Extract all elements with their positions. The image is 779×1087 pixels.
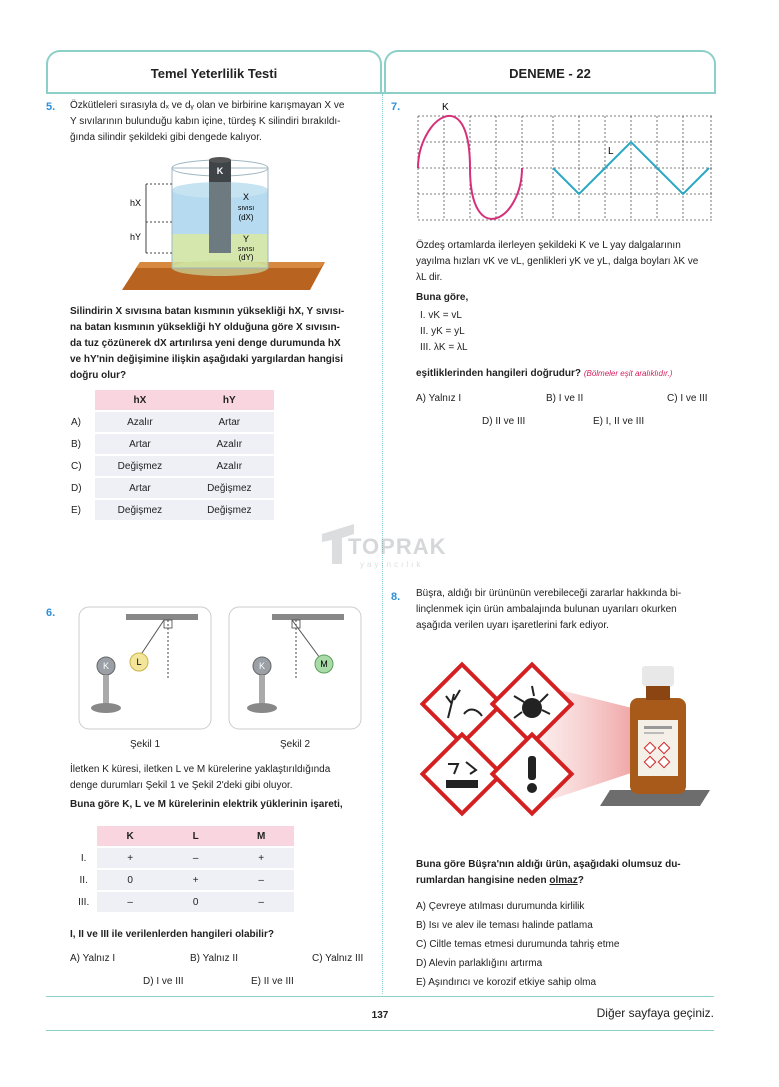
q6-cell-m: – [228, 892, 294, 912]
q5-option-a[interactable] [70, 412, 274, 432]
q7-buna-gore: Buna göre, [416, 292, 469, 303]
q7-statement: I. vK = vL [420, 310, 462, 321]
q8-text [416, 586, 716, 634]
q6-question: Buna göre K, L ve M kürelerinin elektrik yüklerinin işareti, [70, 799, 343, 810]
q5-header-hy: hY [185, 390, 274, 410]
q5-cylinder-figure [110, 150, 350, 290]
q6-row-3 [70, 892, 294, 912]
q6-text [70, 762, 375, 794]
q6-option-c[interactable]: C) Yalnız III [312, 953, 364, 964]
q5-cell-hx: Artar [95, 478, 184, 498]
q5-intro-line: Özkütleleri sırasıyla dₓ ve dᵧ olan ve birbirine karışmayan X ve [70, 100, 345, 111]
q6-option-a[interactable]: A) Yalnız I [70, 953, 116, 964]
q5-cell-hx: Azalır [95, 412, 184, 432]
q7-text [416, 238, 716, 286]
q8-option-e[interactable]: E) Aşındırıcı ve korozif etkiye sahip olma [416, 977, 597, 988]
q5-question [70, 304, 375, 384]
q5-cell-hy: Artar [185, 412, 274, 432]
q6-row-label: I. [80, 852, 87, 864]
q6-figure-1 [78, 606, 212, 730]
q8-question-end: ? [577, 875, 584, 886]
q6-row-2 [70, 870, 294, 890]
q5-cell-hx: Artar [95, 434, 184, 454]
q8-question-line: Buna göre Büşra'nın aldığı ürün, aşağıdaki olumsuz du- [416, 859, 681, 870]
header-right-title: DENEME - 22 [509, 66, 591, 81]
q5-question-line: ve hY'nin değişimine ilişkin aşağıdaki yargılardan hangisi [70, 354, 344, 365]
q6-cell-k: + [97, 848, 163, 868]
q7-text-line: Özdeş ortamlarda ilerleyen şekildeki K ve L yay dalgalarının [416, 240, 681, 251]
q6-header-l: L [163, 826, 228, 846]
q7-statement: III. λK = λL [420, 342, 468, 353]
q7-statement: II. yK = yL [420, 326, 465, 337]
q7-option-b[interactable]: B) I ve II [546, 393, 584, 404]
logo-name: TOPRAK [348, 534, 447, 559]
page-number: 137 [371, 1010, 389, 1021]
q6-cell-k: – [97, 892, 163, 912]
q6-fig2-m: M [320, 659, 328, 669]
q6-cell-k: 0 [97, 870, 163, 890]
q6-header-m: M [228, 826, 294, 846]
q6-charge-table [70, 824, 294, 914]
footer-divider-top [46, 996, 714, 997]
q5-cell-hy: Değişmez [185, 478, 274, 498]
q6-header-k: K [97, 826, 163, 846]
q8-question-line: rumlardan hangisine neden [416, 875, 547, 886]
q6-option-b[interactable]: B) Yalnız II [190, 953, 238, 964]
q7-question-line [416, 366, 726, 382]
q5-option-label: D) [71, 482, 82, 494]
q5-fig-y-name: Y [242, 234, 250, 244]
q5-fig-y-d: (dY) [238, 253, 254, 262]
q7-text-line: λL dir. [416, 272, 443, 283]
q5-cell-hy: Azalır [185, 456, 274, 476]
q5-number: 5. [46, 101, 56, 113]
q5-fig-x-name: X [242, 192, 250, 202]
q5-intro-line: ğında silindir şekildeki gibi dengede kalıyor. [70, 132, 262, 143]
publisher-logo [318, 520, 448, 580]
q8-option-c[interactable]: C) Ciltle temas etmesi durumunda tahriş etme [416, 939, 620, 950]
q5-question-line: da tuz çözünerek dX artırılırsa yeni denge durumunda hX [70, 338, 341, 349]
q5-cell-hy: Değişmez [185, 500, 274, 520]
header-divider [46, 92, 714, 94]
q6-text-line: İletken K küresi, iletken L ve M kürelerine yaklaştırıldığında [70, 764, 331, 775]
footer-divider-bottom [46, 1030, 714, 1031]
next-page-note: Diğer sayfaya geçiniz. [596, 1006, 714, 1020]
q8-question-emph: olmaz [549, 875, 578, 886]
q7-number: 7. [391, 101, 401, 113]
q8-text-line: aşağıda verilen uyarı işaretlerini fark ediyor. [416, 620, 609, 631]
q5-cell-hx: Değişmez [95, 456, 184, 476]
q8-text-line: Büşra, aldığı bir ürününün verebileceği zararlar hakkında bi- [416, 588, 682, 599]
q8-question [416, 857, 716, 889]
q5-option-b[interactable] [70, 434, 274, 454]
q6-fig2-k: K [258, 661, 266, 671]
q8-option-b[interactable]: B) Isı ve alev ile teması halinde patlama [416, 920, 593, 931]
q5-options-table [70, 388, 274, 522]
q7-wave-l-label: L [608, 146, 614, 157]
q6-fig1-k: K [102, 661, 110, 671]
q6-row-label: III. [78, 896, 90, 908]
q6-cell-l: + [163, 870, 228, 890]
q5-fig-hy: hY [130, 232, 142, 242]
q6-cell-m: + [228, 848, 294, 868]
q5-option-label: A) [71, 416, 81, 428]
q6-row-1 [70, 848, 294, 868]
q8-question-line2 [416, 873, 716, 889]
q6-option-e[interactable]: E) II ve III [251, 976, 294, 987]
q5-fig-hx: hX [130, 198, 142, 208]
q5-option-label: C) [71, 460, 82, 472]
q6-number: 6. [46, 607, 56, 619]
q5-intro [70, 98, 375, 146]
q7-option-d[interactable]: D) II ve III [482, 416, 526, 427]
q6-final-question: I, II ve III ile verilenlerden hangileri olabilir? [70, 929, 274, 940]
q5-option-e[interactable] [70, 500, 274, 520]
q8-text-line: linçlenmek için ürün ambalajında bulunan uyarıları okurken [416, 604, 677, 615]
q7-question: eşitliklerinden hangileri doğrudur? [416, 368, 582, 379]
q6-option-d[interactable]: D) I ve III [143, 976, 184, 987]
q7-note: (Bölmeler eşit aralıklıdır.) [583, 369, 673, 378]
q7-text-line: yayılma hızları vK ve vL, genlikleri yK ve yL, dalga boyları λK ve [416, 256, 699, 267]
q5-cell-hy: Azalır [185, 434, 274, 454]
q6-fig1-l: L [136, 657, 142, 667]
q5-intro-line: Y sıvılarının bulunduğu kabın içine, türdeş K silindiri bırakıldı- [70, 116, 341, 127]
logo-sub: yayıncılık [360, 560, 424, 569]
q5-option-c[interactable] [70, 456, 274, 476]
header-left-title: Temel Yeterlilik Testi [150, 66, 278, 81]
q6-figure-2 [228, 606, 362, 730]
q5-fig-x-sivi: sıvısı [237, 205, 255, 212]
q5-question-line: doğru olur? [70, 370, 127, 381]
q5-question-line: na batan kısmının yüksekliği hY olduğuna göre X sıvısın- [70, 322, 340, 333]
q7-wave-k-label: K [442, 102, 449, 113]
q5-option-label: B) [71, 438, 81, 450]
q5-fig-y-sivi: sıvısı [237, 246, 255, 253]
q6-cell-l: 0 [163, 892, 228, 912]
q5-fig-x-d: (dX) [238, 213, 254, 222]
q6-sekil1: Şekil 1 [130, 739, 161, 750]
q8-hazard-figure [420, 660, 720, 822]
q6-text-line: denge durumları Şekil 1 ve Şekil 2'deki gibi oluyor. [70, 780, 293, 791]
q7-option-c[interactable]: C) I ve III [667, 393, 708, 404]
q5-cell-hx: Değişmez [95, 500, 184, 520]
q5-fig-k: K [216, 166, 224, 176]
q5-question-line: Silindirin X sıvısına batan kısmının yüksekliği hX, Y sıvısı- [70, 306, 345, 317]
q5-option-label: E) [71, 504, 81, 516]
q7-wave-figure [416, 100, 716, 225]
q7-option-a[interactable]: A) Yalnız I [416, 393, 462, 404]
q8-option-d[interactable]: D) Alevin parlaklığını artırma [416, 958, 543, 969]
q6-cell-m: – [228, 870, 294, 890]
q6-row-label: II. [79, 874, 88, 886]
q5-header-hx: hX [95, 390, 184, 410]
q5-option-d[interactable] [70, 478, 274, 498]
q6-sekil2: Şekil 2 [280, 739, 311, 750]
q7-statements [420, 308, 468, 356]
q6-cell-l: – [163, 848, 228, 868]
q8-number: 8. [391, 591, 401, 603]
q7-option-e[interactable]: E) I, II ve III [593, 416, 645, 427]
wave-k [418, 116, 522, 219]
q8-option-a[interactable]: A) Çevreye atılması durumunda kirlilik [416, 901, 585, 912]
